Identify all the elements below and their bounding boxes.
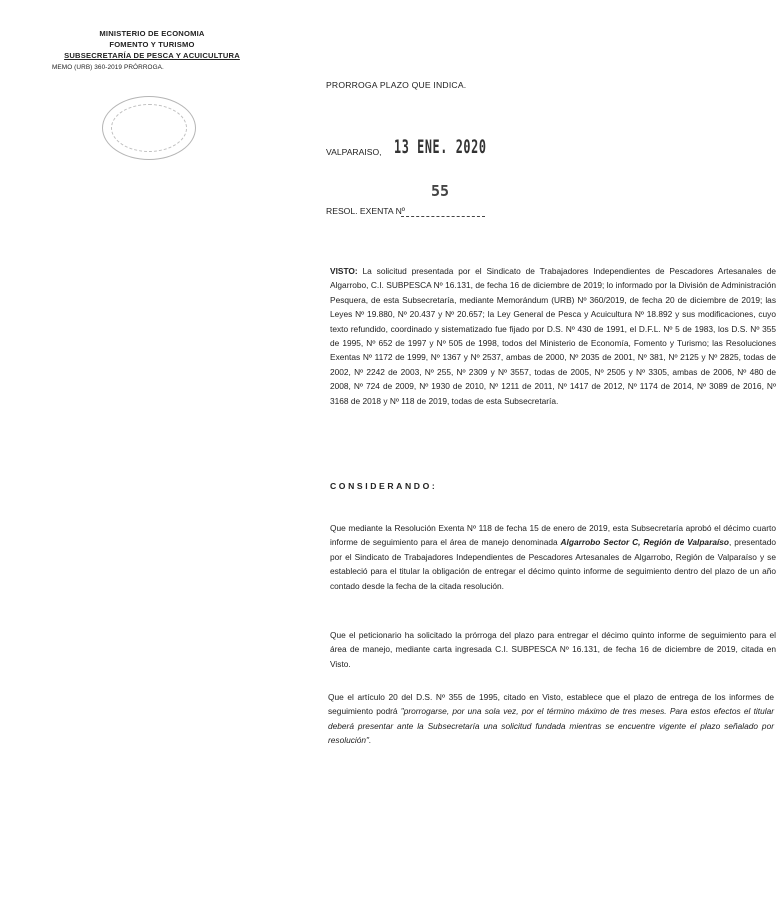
ministry-subline: FOMENTO Y TURISMO [109,40,195,49]
visto-label: VISTO: [330,266,358,276]
official-seal-stamp [102,96,196,160]
ministry-header [52,28,252,61]
p1-text-a: Que mediante la Resolución Exenta Nº 118 de fecha 15 de enero de 2019, esta Subsecretaría aprobó el décimo cuarto informe de seguimiento para el área de manejo denominada [330,523,776,548]
subsecretaria-line: SUBSECRETARÍA DE PESCA Y ACUICULTURA [64,51,240,60]
visto-text: La solicitud presentada por el Sindicato de Trabajadores Independientes de Pescadores Artesanales de Algarrobo, C.I. SUBPESCA Nº 16.131, de fecha 16 de diciembre de 2019; lo informado por la División de Administración Pesquera, de esta Subsecretaría, mediante Memorándum (URB) Nº 360/2019, de fecha 20 de diciembre de 2019; las Leyes Nº 19.880, Nº 20.437 y Nº 20.657; la Ley General de Pesca y Acuicultura Nº 18.892 y sus modificaciones, cuyo texto refundido, coordinado y sistematizado fue fijado por D.S. Nº 430 de 1991, el D.F.L. Nº 5 de 1983, los D.S. Nº 355 de 1995, Nº 652 de 1997 y Nº 505 de 1998, todos del Ministerio de Economía, Fomento y Turismo; las Resoluciones Exentas Nº 1172 de 1999, Nº 1367 y Nº 2537, ambas de 2000, Nº 2035 de 2001, Nº 381, Nº 2125 y Nº 2825, todas de 2002, Nº 2242 de 2003, Nº 255, Nº 2309 y Nº 3557, todas de 2005, Nº 2505 y Nº 3305, ambas de 2006, Nº 480 de 2008, Nº 724 de 2009, Nº 1930 de 2010, Nº 1211 de 2011, Nº 1417 de 2012, Nº 1174 de 2014, Nº 3089 de 2016, Nº 3168 de 2018 y Nº 118 de 2019, todas de esta Subsecretaría. [330,266,776,406]
p1-area-name: Algarrobo Sector C, Región de Valparaíso [560,537,730,548]
resolution-label: RESOL. EXENTA Nº [326,206,405,216]
p3-text-a: Que el artículo 20 del D.S. Nº 355 de 1995, citado en Visto, establece que el plazo de entrega de los informes de seguimiento podrá [328,692,774,717]
p3-quote: "prorrogarse, por una sola vez, por el término máximo de tres meses. Para estos efectos el titular deberá presentar ante la Subsecretaría una solicitud fundada mientras se encuentre vigente el plazo señalado por resolución". [328,706,774,746]
memo-reference: MEMO (URB) 360-2019 PRÓRROGA. [52,64,164,71]
resolution-number-line [401,216,485,217]
p1-text-b: , presentado por el Sindicato de Trabajadores Independientes de Pescadores Artesanales de Algarrobo, Región de Valparaíso y se estableció para el titular la obligación de entregar el décimo quinto informe de seguimiento dentro del plazo de un año contado desde la fecha de la citada resolución. [330,537,776,591]
considerando-paragraph-3 [102,690,774,748]
place-label: VALPARAISO, [326,147,382,157]
considerando-paragraph-1 [102,521,776,593]
ministry-line: MINISTERIO DE ECONOMIA [99,29,205,38]
considerando-heading: CONSIDERANDO: [330,481,438,491]
date-stamp: 13 ENE. 2020 [394,136,487,158]
resolution-number: 55 [431,182,450,200]
visto-paragraph [102,264,776,408]
considerando-paragraph-2 [102,628,776,671]
p2-text: Que el peticionario ha solicitado la prórroga del plazo para entregar el décimo quinto informe de seguimiento para el área de manejo, mediante carta ingresada C.I. SUBPESCA Nº 16.131, de fecha 16 de diciembre de 2019, citada en Visto. [330,630,776,669]
document-subject: PRORROGA PLAZO QUE INDICA. [326,80,467,90]
